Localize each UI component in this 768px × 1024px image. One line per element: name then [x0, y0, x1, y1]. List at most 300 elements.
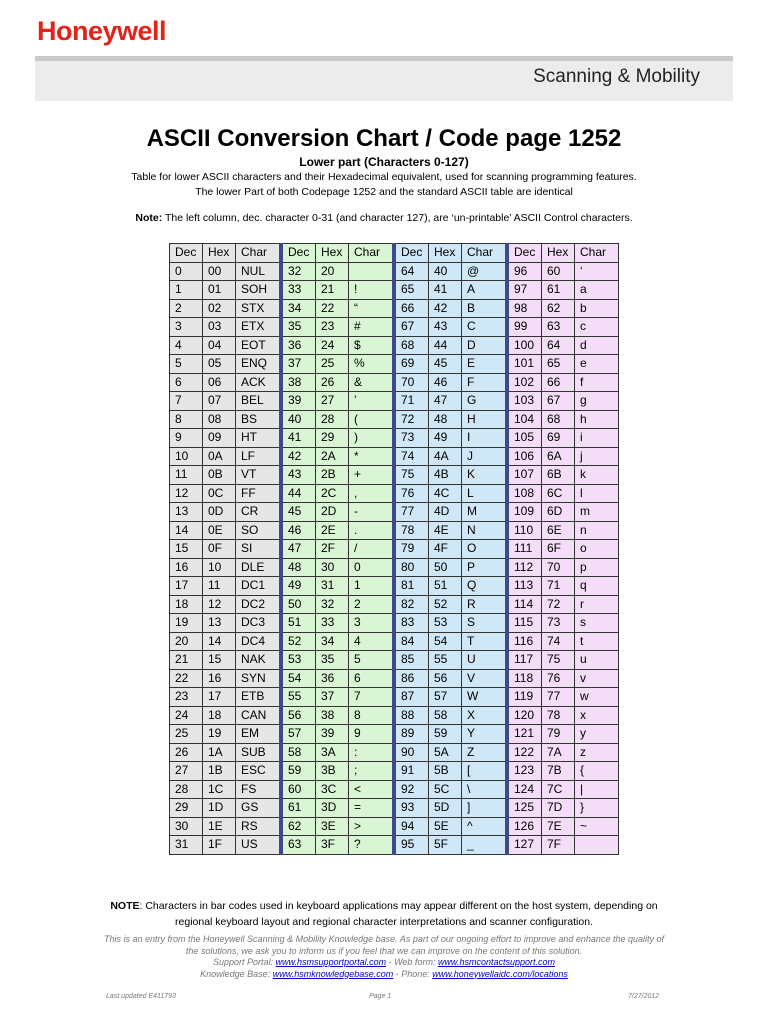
dec-cell: 39: [281, 392, 316, 411]
char-cell: -: [349, 503, 395, 522]
hex-cell: 7E: [542, 817, 575, 836]
char-cell: ENQ: [236, 355, 282, 374]
hex-cell: 5C: [429, 780, 462, 799]
dec-cell: 94: [394, 817, 429, 836]
dec-cell: 125: [507, 799, 542, 818]
hex-cell: 05: [203, 355, 236, 374]
char-cell: GS: [236, 799, 282, 818]
char-cell: ACK: [236, 373, 282, 392]
hex-cell: 1B: [203, 762, 236, 781]
dec-cell: 106: [507, 447, 542, 466]
hex-cell: 13: [203, 614, 236, 633]
hex-cell: 2B: [316, 466, 349, 485]
column-header: Hex: [316, 244, 349, 263]
hex-cell: 5B: [429, 762, 462, 781]
dec-cell: 86: [394, 669, 429, 688]
hex-cell: 11: [203, 577, 236, 596]
knowledge-base-link[interactable]: www.hsmknowledgebase.com: [272, 968, 394, 979]
dec-cell: 127: [507, 836, 542, 855]
char-cell: 4: [349, 632, 395, 651]
dec-cell: 45: [281, 503, 316, 522]
char-cell: \: [462, 780, 508, 799]
hex-cell: 25: [316, 355, 349, 374]
dec-cell: 25: [170, 725, 203, 744]
hex-cell: 71: [542, 577, 575, 596]
dec-cell: 100: [507, 336, 542, 355]
hex-cell: 24: [316, 336, 349, 355]
hex-cell: 3D: [316, 799, 349, 818]
char-cell: h: [575, 410, 619, 429]
char-cell: i: [575, 429, 619, 448]
dec-cell: 88: [394, 706, 429, 725]
hex-cell: 2F: [316, 540, 349, 559]
table-row: [170, 595, 619, 614]
char-cell: *: [349, 447, 395, 466]
char-cell: =: [349, 799, 395, 818]
dec-cell: 8: [170, 410, 203, 429]
hex-cell: 52: [429, 595, 462, 614]
char-cell: d: [575, 336, 619, 355]
hex-cell: 67: [542, 392, 575, 411]
char-cell: K: [462, 466, 508, 485]
hex-cell: 08: [203, 410, 236, 429]
hex-cell: 44: [429, 336, 462, 355]
dec-cell: 46: [281, 521, 316, 540]
char-cell: DC3: [236, 614, 282, 633]
char-cell: !: [349, 281, 395, 300]
column-header: Char: [462, 244, 508, 263]
dec-cell: 2: [170, 299, 203, 318]
char-cell: G: [462, 392, 508, 411]
webform-link[interactable]: www.hsmcontactsupport.com: [437, 957, 555, 967]
char-cell: (: [349, 410, 395, 429]
hex-cell: 63: [542, 318, 575, 337]
char-cell: P: [462, 558, 508, 577]
hex-cell: 5F: [429, 836, 462, 855]
hex-cell: 43: [429, 318, 462, 337]
dec-cell: 56: [281, 706, 316, 725]
char-cell: %: [349, 355, 395, 374]
char-cell: z: [575, 743, 619, 762]
char-cell: ETB: [236, 688, 282, 707]
char-cell: FS: [236, 780, 282, 799]
dec-cell: 19: [170, 614, 203, 633]
hex-cell: 3B: [316, 762, 349, 781]
char-cell: ?: [349, 836, 395, 855]
hex-cell: 51: [429, 577, 462, 596]
char-cell: [: [462, 762, 508, 781]
hex-cell: 61: [542, 281, 575, 300]
dec-cell: 119: [507, 688, 542, 707]
dec-cell: 73: [394, 429, 429, 448]
dec-cell: 21: [170, 651, 203, 670]
hex-cell: 0F: [203, 540, 236, 559]
dec-cell: 103: [507, 392, 542, 411]
hex-cell: 23: [316, 318, 349, 337]
char-cell: .: [349, 521, 395, 540]
char-cell: ,: [349, 484, 395, 503]
dec-cell: 77: [394, 503, 429, 522]
dec-cell: 67: [394, 318, 429, 337]
dec-cell: 33: [281, 281, 316, 300]
dec-cell: 14: [170, 521, 203, 540]
char-cell: L: [462, 484, 508, 503]
table-row: [170, 817, 619, 836]
hex-cell: 3F: [316, 836, 349, 855]
dec-cell: 111: [507, 540, 542, 559]
hex-cell: 62: [542, 299, 575, 318]
phone-link[interactable]: www.honeywellaidc.com/locations: [432, 968, 568, 979]
dec-cell: 64: [394, 262, 429, 281]
dec-cell: 7: [170, 392, 203, 411]
dec-cell: 27: [170, 762, 203, 781]
char-cell: STX: [236, 299, 282, 318]
hex-cell: 6C: [542, 484, 575, 503]
hex-cell: 34: [316, 632, 349, 651]
char-cell: SOH: [236, 281, 282, 300]
phone-label: - Phone:: [393, 968, 433, 979]
hex-cell: 1E: [203, 817, 236, 836]
dec-cell: 69: [394, 355, 429, 374]
char-cell: 5: [349, 651, 395, 670]
hex-cell: 73: [542, 614, 575, 633]
dec-cell: 68: [394, 336, 429, 355]
hex-cell: 72: [542, 595, 575, 614]
dec-cell: 91: [394, 762, 429, 781]
table-row: [170, 836, 619, 855]
dec-cell: 62: [281, 817, 316, 836]
char-cell: SO: [236, 521, 282, 540]
hex-cell: 58: [429, 706, 462, 725]
char-cell: 9: [349, 725, 395, 744]
column-header: Hex: [203, 244, 236, 263]
char-cell: 8: [349, 706, 395, 725]
char-cell: w: [575, 688, 619, 707]
dec-cell: 4: [170, 336, 203, 355]
dec-cell: 23: [170, 688, 203, 707]
dec-cell: 13: [170, 503, 203, 522]
table-row: [170, 447, 619, 466]
char-cell: ~: [575, 817, 619, 836]
dec-cell: 104: [507, 410, 542, 429]
dec-cell: 28: [170, 780, 203, 799]
char-cell: m: [575, 503, 619, 522]
dec-cell: 74: [394, 447, 429, 466]
hex-cell: 15: [203, 651, 236, 670]
dec-cell: 96: [507, 262, 542, 281]
dec-cell: 92: [394, 780, 429, 799]
char-cell: NAK: [236, 651, 282, 670]
hex-cell: 17: [203, 688, 236, 707]
dec-cell: 49: [281, 577, 316, 596]
char-cell: VT: [236, 466, 282, 485]
dec-cell: 37: [281, 355, 316, 374]
hex-cell: 7D: [542, 799, 575, 818]
table-row: [170, 299, 619, 318]
dec-cell: 124: [507, 780, 542, 799]
hex-cell: 76: [542, 669, 575, 688]
hex-cell: 6D: [542, 503, 575, 522]
dec-cell: 5: [170, 355, 203, 374]
hex-cell: 47: [429, 392, 462, 411]
char-cell: v: [575, 669, 619, 688]
dec-cell: 42: [281, 447, 316, 466]
dec-cell: 41: [281, 429, 316, 448]
hex-cell: 59: [429, 725, 462, 744]
hex-cell: 03: [203, 318, 236, 337]
char-cell: C: [462, 318, 508, 337]
hex-cell: 37: [316, 688, 349, 707]
char-cell: j: [575, 447, 619, 466]
kb-label: Knowledge Base:: [200, 968, 273, 979]
table-row: [170, 262, 619, 281]
hex-cell: 18: [203, 706, 236, 725]
dec-cell: 58: [281, 743, 316, 762]
hex-cell: 6E: [542, 521, 575, 540]
char-cell: }: [575, 799, 619, 818]
char-cell: /: [349, 540, 395, 559]
dec-cell: 120: [507, 706, 542, 725]
char-cell: SI: [236, 540, 282, 559]
dec-cell: 76: [394, 484, 429, 503]
char-cell: DC1: [236, 577, 282, 596]
char-cell: 2: [349, 595, 395, 614]
dec-cell: 81: [394, 577, 429, 596]
hex-cell: 6F: [542, 540, 575, 559]
support-portal-link[interactable]: www.hsmsupportportal.com: [275, 957, 387, 967]
char-cell: D: [462, 336, 508, 355]
char-cell: n: [575, 521, 619, 540]
char-cell: BS: [236, 410, 282, 429]
note-bottom-text-2: regional keyboard layout and regional character interpretations and scanner configuration.: [175, 916, 593, 928]
page-number: Page 1: [369, 993, 392, 1000]
char-cell: $: [349, 336, 395, 355]
description-line: Table for lower ASCII characters and their Hexadecimal equivalent, used for scanning programming features.: [131, 171, 637, 183]
dec-cell: 117: [507, 651, 542, 670]
note-bottom: [0, 898, 768, 930]
table-body: [170, 262, 619, 854]
table-row: [170, 669, 619, 688]
char-cell: FF: [236, 484, 282, 503]
hex-cell: 5D: [429, 799, 462, 818]
char-cell: r: [575, 595, 619, 614]
dec-cell: 113: [507, 577, 542, 596]
hex-cell: 01: [203, 281, 236, 300]
ascii-table: [169, 243, 619, 855]
dec-cell: 16: [170, 558, 203, 577]
char-cell: 6: [349, 669, 395, 688]
hex-cell: 35: [316, 651, 349, 670]
char-cell: k: [575, 466, 619, 485]
char-cell: “: [349, 299, 395, 318]
hex-cell: 4C: [429, 484, 462, 503]
hex-cell: 68: [542, 410, 575, 429]
char-cell: t: [575, 632, 619, 651]
hex-cell: 4E: [429, 521, 462, 540]
note-bottom-label: NOTE: [110, 900, 140, 912]
hex-cell: 3E: [316, 817, 349, 836]
hex-cell: 21: [316, 281, 349, 300]
dec-cell: 89: [394, 725, 429, 744]
dec-cell: 79: [394, 540, 429, 559]
dec-cell: 57: [281, 725, 316, 744]
dec-cell: 53: [281, 651, 316, 670]
dec-cell: 87: [394, 688, 429, 707]
char-cell: p: [575, 558, 619, 577]
hex-cell: 65: [542, 355, 575, 374]
char-cell: ]: [462, 799, 508, 818]
dec-cell: 122: [507, 743, 542, 762]
dec-cell: 47: [281, 540, 316, 559]
dec-cell: 72: [394, 410, 429, 429]
dec-cell: 55: [281, 688, 316, 707]
footer: [0, 934, 768, 980]
table-row: [170, 373, 619, 392]
dec-cell: 112: [507, 558, 542, 577]
footer-links-2: [0, 969, 768, 981]
char-cell: US: [236, 836, 282, 855]
dec-cell: 31: [170, 836, 203, 855]
dec-cell: 114: [507, 595, 542, 614]
hex-cell: 41: [429, 281, 462, 300]
hex-cell: 36: [316, 669, 349, 688]
dec-cell: 70: [394, 373, 429, 392]
hex-cell: 31: [316, 577, 349, 596]
table-row: [170, 762, 619, 781]
table-row: [170, 780, 619, 799]
table-row: [170, 392, 619, 411]
char-cell: S: [462, 614, 508, 633]
dec-cell: 30: [170, 817, 203, 836]
hex-cell: 16: [203, 669, 236, 688]
dec-cell: 51: [281, 614, 316, 633]
dec-cell: 32: [281, 262, 316, 281]
char-cell: 7: [349, 688, 395, 707]
dec-cell: 97: [507, 281, 542, 300]
hex-cell: 5E: [429, 817, 462, 836]
hex-cell: 50: [429, 558, 462, 577]
dec-cell: 84: [394, 632, 429, 651]
dec-cell: 38: [281, 373, 316, 392]
char-cell: g: [575, 392, 619, 411]
char-cell: B: [462, 299, 508, 318]
hex-cell: 14: [203, 632, 236, 651]
table-row: [170, 281, 619, 300]
char-cell: CR: [236, 503, 282, 522]
table-row: [170, 558, 619, 577]
dec-cell: 85: [394, 651, 429, 670]
table-row: [170, 577, 619, 596]
hex-cell: 1C: [203, 780, 236, 799]
table-row: [170, 743, 619, 762]
char-cell: I: [462, 429, 508, 448]
column-header: Dec: [281, 244, 316, 263]
footer-line-2: the solutions, we ask you to inform us if you feel that we can improve on the content of this solution.: [185, 945, 583, 956]
dec-cell: 1: [170, 281, 203, 300]
hex-cell: 3A: [316, 743, 349, 762]
hex-cell: 1F: [203, 836, 236, 855]
char-cell: HT: [236, 429, 282, 448]
hex-cell: 7B: [542, 762, 575, 781]
char-cell: CAN: [236, 706, 282, 725]
hex-cell: 4A: [429, 447, 462, 466]
char-cell: T: [462, 632, 508, 651]
char-cell: 0: [349, 558, 395, 577]
table-header-row: [170, 244, 619, 263]
char-cell: _: [462, 836, 508, 855]
dec-cell: 26: [170, 743, 203, 762]
char-cell: SUB: [236, 743, 282, 762]
char-cell: f: [575, 373, 619, 392]
column-header: Char: [575, 244, 619, 263]
dec-cell: 40: [281, 410, 316, 429]
hex-cell: 40: [429, 262, 462, 281]
char-cell: |: [575, 780, 619, 799]
dec-cell: 52: [281, 632, 316, 651]
char-cell: [575, 836, 619, 855]
hex-cell: 70: [542, 558, 575, 577]
char-cell: l: [575, 484, 619, 503]
char-cell: RS: [236, 817, 282, 836]
hex-cell: 48: [429, 410, 462, 429]
footer-line-1: This is an entry from the Honeywell Scanning & Mobility Knowledge base. As part of our ongoing effort to improve and enhance the quality of: [104, 934, 664, 944]
char-cell: [349, 262, 395, 281]
char-cell: q: [575, 577, 619, 596]
dec-cell: 48: [281, 558, 316, 577]
table-row: [170, 725, 619, 744]
char-cell: s: [575, 614, 619, 633]
dec-cell: 93: [394, 799, 429, 818]
note-text: The left column, dec. character 0-31 (and character 127), are ‘un-printable’ ASCII Control characters.: [162, 212, 633, 224]
note-bottom-line: [0, 898, 768, 914]
char-cell: e: [575, 355, 619, 374]
dec-cell: 12: [170, 484, 203, 503]
char-cell: F: [462, 373, 508, 392]
dec-cell: 110: [507, 521, 542, 540]
dec-cell: 83: [394, 614, 429, 633]
dec-cell: 35: [281, 318, 316, 337]
dec-cell: 43: [281, 466, 316, 485]
table-row: [170, 521, 619, 540]
footer-links-1: [0, 957, 768, 969]
dec-cell: 20: [170, 632, 203, 651]
char-cell: X: [462, 706, 508, 725]
hex-cell: 0E: [203, 521, 236, 540]
dec-cell: 90: [394, 743, 429, 762]
hex-cell: 4D: [429, 503, 462, 522]
char-cell: DC2: [236, 595, 282, 614]
hex-cell: 0A: [203, 447, 236, 466]
hex-cell: 2C: [316, 484, 349, 503]
hex-cell: 38: [316, 706, 349, 725]
hex-cell: 0C: [203, 484, 236, 503]
column-header: Dec: [507, 244, 542, 263]
hex-cell: 54: [429, 632, 462, 651]
hex-cell: 26: [316, 373, 349, 392]
hex-cell: 55: [429, 651, 462, 670]
hex-cell: 69: [542, 429, 575, 448]
dec-cell: 123: [507, 762, 542, 781]
dec-cell: 18: [170, 595, 203, 614]
table-row: [170, 614, 619, 633]
hex-cell: 56: [429, 669, 462, 688]
support-label: Support Portal:: [213, 957, 276, 967]
char-cell: x: [575, 706, 619, 725]
char-cell: ’: [349, 392, 395, 411]
column-header: Char: [349, 244, 395, 263]
char-cell: H: [462, 410, 508, 429]
table-row: [170, 336, 619, 355]
